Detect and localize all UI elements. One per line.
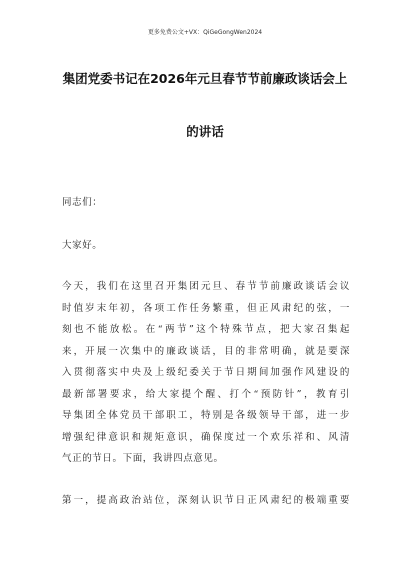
body-line: 时值岁末年初，各项工作任务繁重，但正风肃纪的弦，一 [62, 302, 350, 314]
greeting-text: 大家好。 [62, 240, 103, 251]
header-note: 更多免费公文+VX：QiGeGongWen2024 [147, 29, 263, 36]
section-line: 第一，提高政治站位，深刻认识节日正风肃纪的极端重要 [62, 495, 350, 506]
greeting [62, 235, 350, 257]
section-heading-paragraph [62, 490, 350, 512]
body-line: 来，开展一次集中的廉政谈话，目的非常明确，就是要深 [62, 345, 350, 357]
document-title-line-1: 集团党委书记在2026年元旦春节节前廉政谈话会上 [62, 71, 348, 86]
body-paragraph [62, 276, 350, 470]
body-line: 今天，我们在这里召开集团元旦、春节节前廉政谈话会议 [62, 281, 350, 292]
body-line: 导集团全体党员干部职工，特别是各级领导干部，进一步 [62, 410, 350, 421]
body-line: 刻也不能放松。在“两节”这个特殊节点，把大家召集起 [62, 324, 350, 335]
body-line: 入贯彻落实中央及上级纪委关于节日期间加强作风建设的 [62, 367, 350, 378]
salutation-text: 同志们： [62, 197, 103, 208]
body-line: 增强纪律意识和规矩意识，确保度过一个欢乐祥和、风清 [62, 431, 350, 443]
document-title-line-2: 的讲话 [186, 124, 224, 139]
salutation [62, 192, 350, 214]
body-line: 气正的节日。下面，我讲四点意见。 [62, 453, 224, 464]
body-line: 最新部署要求，给大家提个醒、打个“预防针”，教育引 [62, 388, 350, 400]
